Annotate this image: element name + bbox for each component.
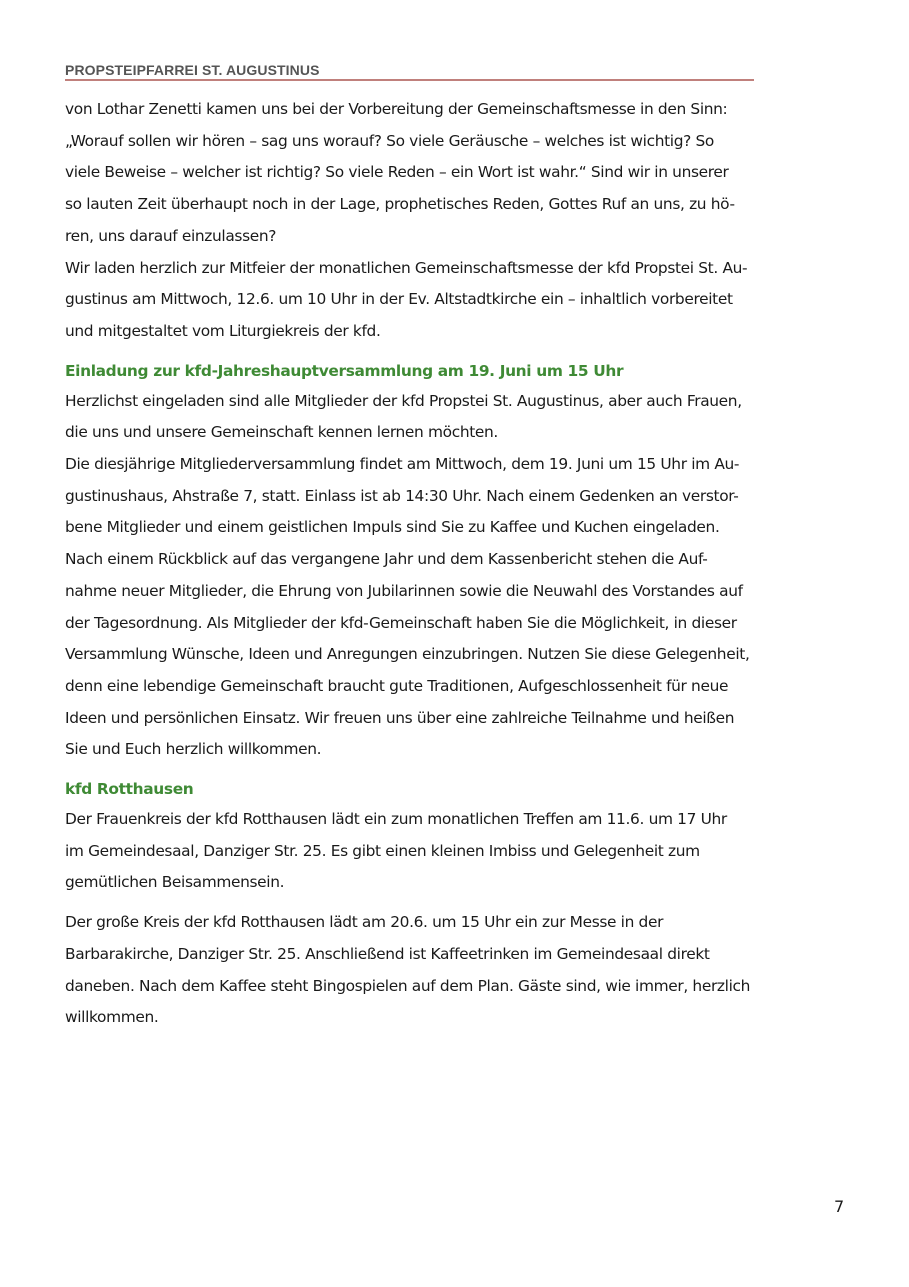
- section-heading: Einladung zur kfd-Jahreshauptversammlung am 19. Juni um 15 Uhr: [65, 361, 624, 380]
- text-line: Nach einem Rückblick auf das vergangene Jahr und dem Kassenbericht stehen die Auf-: [65, 550, 708, 569]
- paragraph: [65, 804, 855, 899]
- text-line: Wir laden herzlich zur Mitfeier der monatlichen Gemeinschaftsmesse der kfd Propstei St. Au-: [65, 258, 748, 277]
- section-heading: kfd Rotthausen: [65, 780, 194, 799]
- text-line: die uns und unsere Gemeinschaft kennen lernen möchten.: [65, 423, 498, 442]
- text-line: nahme neuer Mitglieder, die Ehrung von Jubilarinnen sowie die Neuwahl des Vorstandes auf: [65, 581, 743, 600]
- text-line: willkommen.: [65, 1008, 159, 1027]
- text-line: und mitgestaltet vom Liturgiekreis der kfd.: [65, 321, 381, 340]
- text-line: viele Beweise – welcher ist richtig? So viele Reden – ein Wort ist wahr.“ Sind wir in unserer: [65, 163, 729, 182]
- text-line: Ideen und persönlichen Einsatz. Wir freuen uns über eine zahlreiche Teilnahme und heißen: [65, 708, 735, 727]
- paragraph: [65, 907, 855, 1034]
- text-line: der Tagesordnung. Als Mitglieder der kfd-Gemeinschaft haben Sie die Möglichkeit, in dieser: [65, 613, 737, 632]
- text-line: bene Mitglieder und einem geistlichen Impuls sind Sie zu Kaffee und Kuchen eingeladen.: [65, 518, 720, 537]
- text-line: Die diesjährige Mitgliederversammlung findet am Mittwoch, dem 19. Juni um 15 Uhr im Au-: [65, 455, 740, 474]
- article-body: [65, 94, 855, 1034]
- text-line: „Worauf sollen wir hören – sag uns worauf? So viele Geräusche – welches ist wichtig? So: [65, 131, 714, 150]
- text-line: im Gemeindesaal, Danziger Str. 25. Es gibt einen kleinen Imbiss und Gelegenheit zum: [65, 841, 700, 860]
- text-line: so lauten Zeit überhaupt noch in der Lage, prophetisches Reden, Gottes Ruf an uns, zu hö-: [65, 195, 735, 214]
- text-line: gustinus am Mittwoch, 12.6. um 10 Uhr in der Ev. Altstadtkirche ein – inhaltlich vorbereitet: [65, 290, 733, 309]
- text-line: von Lothar Zenetti kamen uns bei der Vorbereitung der Gemeinschaftsmesse in den Sinn:: [65, 100, 728, 118]
- paragraph: [65, 253, 855, 348]
- text-line: gustinushaus, Ahstraße 7, statt. Einlass ist ab 14:30 Uhr. Nach einem Gedenken an verstor-: [65, 486, 739, 505]
- text-line: ren, uns darauf einzulassen?: [65, 226, 277, 245]
- page-number: 7: [834, 1197, 845, 1216]
- text-line: gemütlichen Beisammensein.: [65, 873, 285, 892]
- paragraph: [65, 449, 855, 766]
- text-line: Der große Kreis der kfd Rotthausen lädt am 20.6. um 15 Uhr ein zur Messe in der: [65, 913, 664, 932]
- text-line: Sie und Euch herzlich willkommen.: [65, 740, 322, 759]
- text-line: Versammlung Wünsche, Ideen und Anregungen einzubringen. Nutzen Sie diese Gelegenheit,: [65, 645, 750, 664]
- running-header: PROPSTEIPFARREI ST. AUGUSTINUS: [65, 62, 754, 81]
- paragraph: [65, 386, 855, 449]
- text-line: Herzlichst eingeladen sind alle Mitglieder der kfd Propstei St. Augustinus, aber auch Frauen,: [65, 391, 742, 410]
- text-line: daneben. Nach dem Kaffee steht Bingospielen auf dem Plan. Gäste sind, wie immer, herzlich: [65, 976, 751, 995]
- text-line: Der Frauenkreis der kfd Rotthausen lädt ein zum monatlichen Treffen am 11.6. um 17 Uhr: [65, 810, 727, 829]
- text-line: denn eine lebendige Gemeinschaft braucht gute Traditionen, Aufgeschlossenheit für neue: [65, 676, 729, 695]
- paragraph: [65, 94, 855, 253]
- text-line: Barbarakirche, Danziger Str. 25. Anschließend ist Kaffeetrinken im Gemeindesaal direkt: [65, 944, 710, 963]
